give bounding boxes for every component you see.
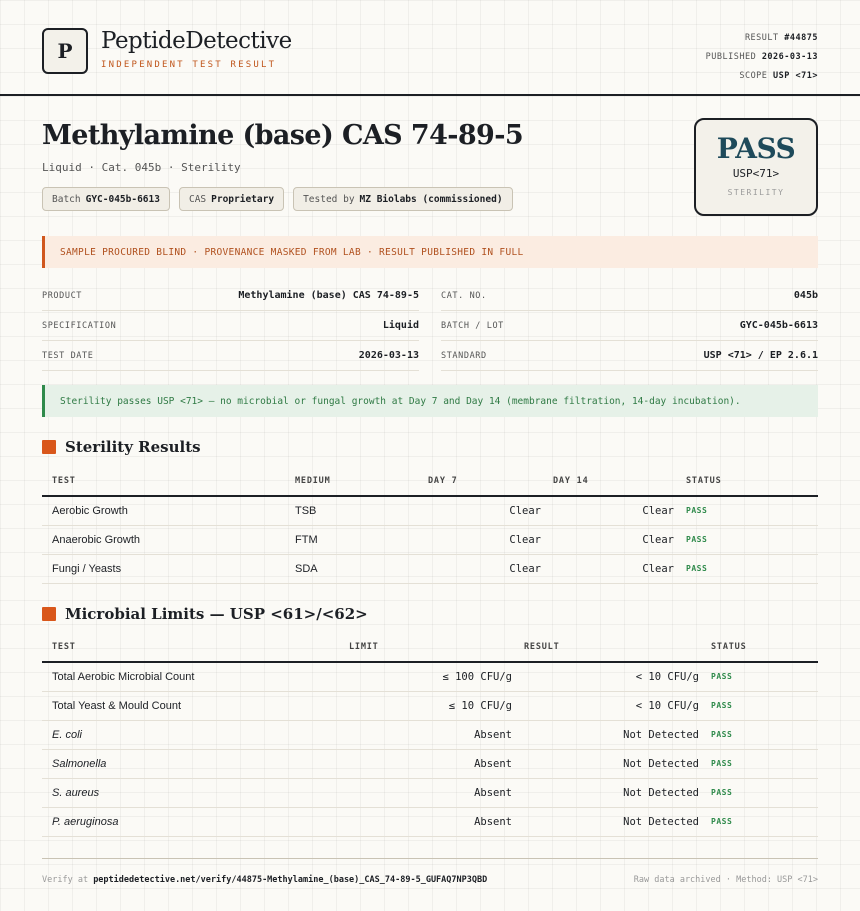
- report-footer: [42, 858, 818, 900]
- result-id: #44875: [784, 33, 818, 43]
- test-name: Anaerobic Growth: [42, 525, 295, 554]
- test-limit: Absent: [349, 720, 524, 749]
- test-limit: ≤ 100 CFU/g: [349, 662, 524, 691]
- info-chips: [42, 187, 513, 211]
- brand-tagline: INDEPENDENT TEST RESULT: [101, 60, 277, 70]
- microbial-table: [42, 632, 818, 837]
- info-value: Liquid: [382, 320, 419, 331]
- info-row: [42, 341, 818, 371]
- column-header: DAY 14: [553, 466, 686, 496]
- chip-label: Tested by: [303, 193, 355, 205]
- column-header: DAY 7: [428, 466, 553, 496]
- test-limit: ≤ 10 CFU/g: [349, 691, 524, 720]
- test-limit: Absent: [349, 807, 524, 836]
- info-label: STANDARD: [441, 350, 487, 361]
- result-label: RESULT: [744, 33, 779, 43]
- info-cell-product: [42, 281, 419, 311]
- day14-result: Clear: [553, 496, 686, 525]
- table-row: [42, 691, 818, 720]
- day7-result: Clear: [428, 554, 553, 583]
- status-badge: PASS: [711, 691, 818, 720]
- section-marker-icon: [42, 607, 56, 621]
- procurement-notice: SAMPLE PROCURED BLIND · PROVENANCE MASKED FROM LAB · RESULT PUBLISHED IN FULL: [42, 236, 818, 268]
- product-info-grid: [42, 281, 818, 371]
- chip-label: CAS: [188, 193, 207, 205]
- test-result: < 10 CFU/g: [524, 691, 711, 720]
- column-header: LIMIT: [349, 632, 524, 662]
- test-name: Fungi / Yeasts: [42, 554, 295, 583]
- section-title: Sterility Results: [65, 438, 201, 456]
- status-badge: PASS: [711, 662, 818, 691]
- column-header: RESULT: [524, 632, 711, 662]
- info-label: TEST DATE: [42, 350, 94, 361]
- section-title: Microbial Limits — USP <61>/<62>: [65, 605, 368, 623]
- cas-chip: [179, 187, 284, 211]
- tested-by-chip: [293, 187, 512, 211]
- test-name: Total Aerobic Microbial Count: [42, 662, 349, 691]
- test-name: Aerobic Growth: [42, 496, 295, 525]
- pass-badge: [694, 118, 818, 216]
- brand-logo: P: [42, 28, 88, 74]
- test-name: Salmonella: [42, 749, 349, 778]
- scope-value: USP <71>: [773, 71, 818, 81]
- table-row: [42, 778, 818, 807]
- result-summary: Sterility passes USP <71> — no microbial or fungal growth at Day 7 and Day 14 (membrane filtration, 14-day incubation).: [42, 385, 818, 417]
- info-label: CAT. NO.: [441, 290, 487, 301]
- status-badge: PASS: [711, 778, 818, 807]
- badge-scope: STERILITY: [727, 188, 785, 197]
- report-header: [0, 0, 860, 96]
- day14-result: Clear: [553, 554, 686, 583]
- test-name: Total Yeast & Mould Count: [42, 691, 349, 720]
- info-value: GYC-045b-6613: [739, 320, 818, 331]
- section-marker-icon: [42, 440, 56, 454]
- info-label: SPECIFICATION: [42, 320, 117, 331]
- column-header: TEST: [42, 466, 295, 496]
- info-cell-cat-no: [441, 281, 818, 311]
- result-meta: [706, 29, 818, 86]
- day7-result: Clear: [428, 496, 553, 525]
- sterility-table: [42, 466, 818, 584]
- archive-note: Raw data archived · Method: USP <71>: [633, 874, 818, 885]
- sterility-section-heading: [42, 438, 201, 456]
- test-result: Not Detected: [524, 807, 711, 836]
- badge-result: PASS: [716, 132, 796, 165]
- brand-name: PeptideDetective: [101, 28, 292, 54]
- column-header: STATUS: [711, 632, 818, 662]
- chip-value: GYC-045b-6613: [85, 193, 160, 205]
- test-name: P. aeruginosa: [42, 807, 349, 836]
- microbial-section-heading: [42, 605, 368, 623]
- table-row: [42, 496, 818, 525]
- published-label: PUBLISHED: [705, 52, 757, 62]
- info-label: PRODUCT: [42, 290, 83, 301]
- test-limit: Absent: [349, 749, 524, 778]
- info-label: BATCH / LOT: [441, 320, 504, 331]
- column-header: STATUS: [686, 466, 818, 496]
- info-cell-standard: [441, 341, 818, 371]
- status-badge: PASS: [711, 720, 818, 749]
- column-header: MEDIUM: [295, 466, 428, 496]
- verify-label: Verify at: [42, 874, 89, 885]
- test-result: Not Detected: [524, 720, 711, 749]
- chip-value: MZ Biolabs (commissioned): [359, 193, 503, 205]
- table-row: [42, 662, 818, 691]
- info-cell-batch: [441, 311, 818, 341]
- info-value: 2026-03-13: [358, 350, 419, 361]
- column-header: TEST: [42, 632, 349, 662]
- status-badge: PASS: [711, 749, 818, 778]
- status-badge: PASS: [711, 807, 818, 836]
- test-name: S. aureus: [42, 778, 349, 807]
- batch-chip: [42, 187, 170, 211]
- test-limit: Absent: [349, 778, 524, 807]
- test-medium: TSB: [295, 496, 428, 525]
- verify-text: [42, 875, 487, 885]
- page-title: Methylamine (base) CAS 74-89-5: [42, 120, 524, 151]
- table-row: [42, 554, 818, 583]
- chip-label: Batch: [52, 193, 81, 205]
- table-header-row: [42, 632, 818, 662]
- test-medium: FTM: [295, 525, 428, 554]
- table-header-row: [42, 466, 818, 496]
- status-badge: PASS: [686, 554, 818, 583]
- info-row: [42, 311, 818, 341]
- info-cell-specification: [42, 311, 419, 341]
- badge-standard: USP<71>: [732, 167, 780, 180]
- test-name: E. coli: [42, 720, 349, 749]
- verify-link[interactable]: peptidedetective.net/verify/44875-Methylamine_(base)_CAS_74-89-5_GUFAQ7NP3QBD: [93, 874, 488, 885]
- test-result: Not Detected: [524, 778, 711, 807]
- status-badge: PASS: [686, 525, 818, 554]
- table-row: [42, 525, 818, 554]
- status-badge: PASS: [686, 496, 818, 525]
- info-value: 045b: [793, 290, 818, 301]
- chip-value: Proprietary: [211, 193, 275, 205]
- info-cell-test-date: [42, 341, 419, 371]
- test-result: Not Detected: [524, 749, 711, 778]
- day7-result: Clear: [428, 525, 553, 554]
- page-subtitle: Liquid · Cat. 045b · Sterility: [42, 161, 241, 174]
- info-row: [42, 281, 818, 311]
- day14-result: Clear: [553, 525, 686, 554]
- info-value: USP <71> / EP 2.6.1: [703, 350, 818, 361]
- scope-label: SCOPE: [739, 71, 768, 81]
- table-row: [42, 720, 818, 749]
- info-value: Methylamine (base) CAS 74-89-5: [238, 290, 419, 301]
- table-row: [42, 807, 818, 836]
- table-row: [42, 749, 818, 778]
- test-result: < 10 CFU/g: [524, 662, 711, 691]
- published-date: 2026-03-13: [761, 52, 818, 62]
- test-medium: SDA: [295, 554, 428, 583]
